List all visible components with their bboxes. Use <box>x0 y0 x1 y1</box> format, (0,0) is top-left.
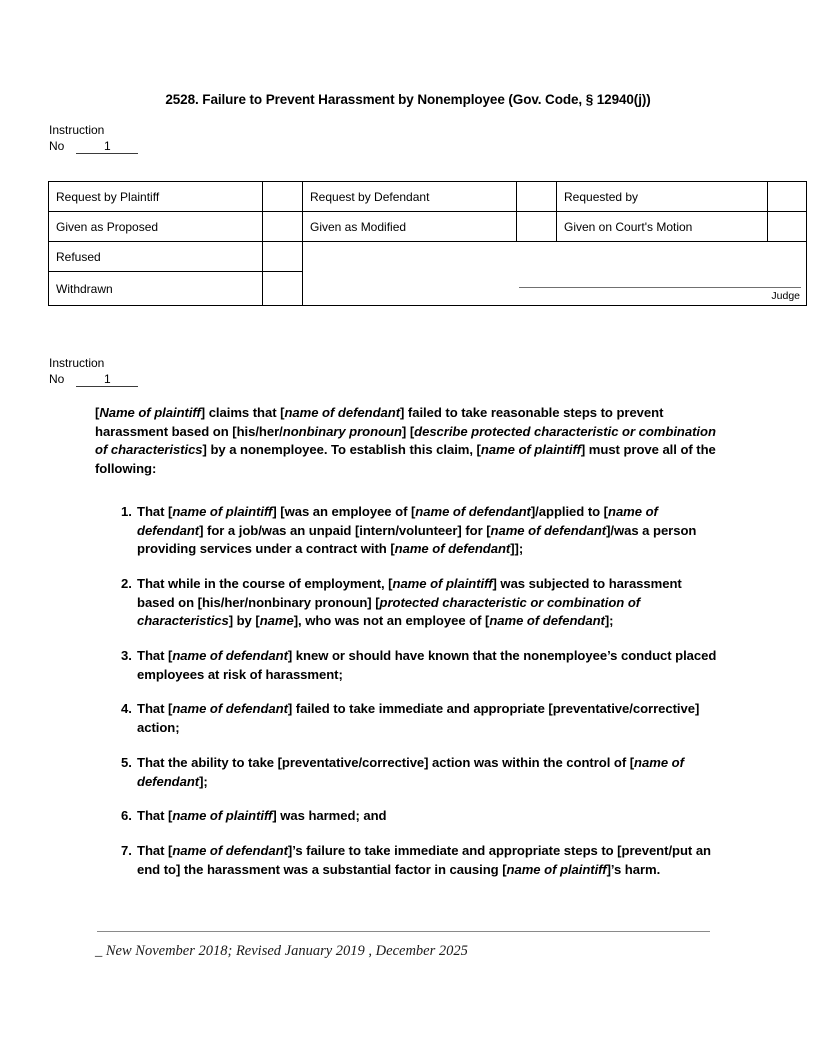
cell-request-by-defendant: Request by Defendant <box>303 182 517 212</box>
body-text: ] knew or should have known that the nonemployee’s conduct placed employees at risk of harassment; <box>137 648 717 682</box>
body-text: ] by [ <box>228 613 260 629</box>
claim-element-item <box>95 700 717 737</box>
table-row <box>49 242 807 272</box>
placeholder-text: name of defendant <box>284 405 401 420</box>
checkbox-request-by-plaintiff[interactable] <box>263 182 303 212</box>
body-text: ]’s failure to take immediate and appropriate steps to [prevent/put an end to] the harassment was a substantial factor in causing [ <box>137 842 712 877</box>
claim-element-number: 7. <box>121 842 132 858</box>
placeholder-text: name of defendant <box>172 842 288 858</box>
placeholder-text: name of defendant <box>172 648 288 664</box>
body-text: [ <box>95 405 100 420</box>
claim-element-item <box>95 754 717 791</box>
placeholder-text: name of plaintiff <box>392 575 493 591</box>
body-text: ] by a nonemployee. To establish this claim, [ <box>202 442 481 458</box>
checkbox-refused[interactable] <box>263 242 303 272</box>
placeholder-text: nonbinary pronoun <box>282 423 402 439</box>
cell-refused: Refused <box>49 242 263 272</box>
body-text: That while in the course of employment, [ <box>137 575 393 591</box>
instruction-label-top: Instruction <box>49 123 105 137</box>
placeholder-text: name of defendant <box>137 503 658 538</box>
cell-requested-by: Requested by <box>557 182 768 212</box>
table-row <box>49 212 807 242</box>
claim-element-item <box>95 842 717 879</box>
signature-block <box>519 287 801 302</box>
placeholder-text: name <box>259 613 294 629</box>
body-text: That the ability to take [preventative/corrective] action was within the control of [ <box>137 754 635 770</box>
table-row <box>49 182 807 212</box>
body-text: ] must prove all of the following: <box>95 442 716 477</box>
claim-element-number: 1. <box>121 503 132 519</box>
claim-element-item <box>95 575 717 631</box>
placeholder-text: name of plaintiff <box>480 442 581 458</box>
instruction-label-middle: Instruction <box>49 356 105 370</box>
revision-history: _ New November 2018; Revised January 2019 , December 2025 <box>95 943 468 959</box>
claim-element-item <box>95 807 717 826</box>
disposition-table <box>48 181 807 306</box>
body-text: ]/was a person providing services under a contract with [ <box>137 522 697 557</box>
instruction-no-label-middle: No <box>49 372 65 386</box>
claim-elements-list <box>95 503 717 880</box>
body-text: ] [was an employee of [ <box>272 503 416 519</box>
claim-element-text <box>137 842 717 879</box>
page-title: 2528. Failure to Prevent Harassment by Nonemployee (Gov. Code, § 12940(j)) <box>165 92 651 107</box>
checkbox-given-on-courts-motion[interactable] <box>768 212 807 242</box>
body-text: ] was harmed; and <box>272 808 387 824</box>
body-text: That [ <box>137 503 173 519</box>
checkbox-request-by-defendant[interactable] <box>517 182 557 212</box>
claim-element-number: 5. <box>121 754 132 770</box>
lead-paragraph <box>95 404 717 479</box>
checkbox-requested-by[interactable] <box>768 182 807 212</box>
checkbox-given-as-proposed[interactable] <box>263 212 303 242</box>
cell-withdrawn: Withdrawn <box>49 272 263 306</box>
body-text: ], who was not an employee of [ <box>293 613 490 629</box>
instruction-number-field-top[interactable]: 1 <box>76 139 138 154</box>
body-text: That [ <box>137 701 173 717</box>
body-text: ]; <box>199 773 208 789</box>
body-text: ] [ <box>401 423 415 439</box>
judge-signature-area <box>303 242 807 306</box>
claim-element-text <box>137 503 717 559</box>
signature-caption-judge: Judge <box>771 290 800 302</box>
body-text: That [ <box>137 842 173 858</box>
cell-request-by-plaintiff: Request by Plaintiff <box>49 182 263 212</box>
body-text: ]]; <box>510 541 524 557</box>
claim-element-text <box>137 575 717 631</box>
body-text: ] was subjected to harassment based on [his/her/nonbinary pronoun] [ <box>137 575 682 610</box>
signature-line[interactable] <box>519 287 801 289</box>
body-text: ] claims that [ <box>200 405 285 420</box>
placeholder-text: protected characteristic or combination of characteristics <box>137 594 641 629</box>
checkbox-given-as-modified[interactable] <box>517 212 557 242</box>
placeholder-text: Name of plaintiff <box>99 405 201 420</box>
instruction-number-block-top <box>49 123 138 154</box>
body-text: ]’s harm. <box>606 861 661 877</box>
claim-element-number: 3. <box>121 648 132 664</box>
claim-element-text <box>137 754 717 791</box>
checkbox-withdrawn[interactable] <box>263 272 303 306</box>
claim-element-text <box>137 807 717 826</box>
instruction-no-label-top: No <box>49 139 65 153</box>
cell-given-on-courts-motion: Given on Court's Motion <box>557 212 768 242</box>
placeholder-text: name of defendant <box>172 701 288 717</box>
placeholder-text: name of defendant <box>137 754 684 789</box>
footer-divider <box>97 931 710 932</box>
cell-given-as-proposed: Given as Proposed <box>49 212 263 242</box>
claim-element-text <box>137 647 717 684</box>
placeholder-text: name of defendant <box>415 503 531 519</box>
body-text: That [ <box>137 648 173 664</box>
claim-element-number: 2. <box>121 575 132 591</box>
body-text: ]; <box>604 613 614 629</box>
cell-given-as-modified: Given as Modified <box>303 212 517 242</box>
claim-element-item <box>95 647 717 684</box>
claim-element-item <box>95 503 717 559</box>
body-text: ] failed to take immediate and appropriate [preventative/corrective] action; <box>137 701 700 736</box>
body-text: ] for a job/was an unpaid [intern/volunteer] for [ <box>199 522 491 538</box>
placeholder-text: name of defendant <box>394 541 511 557</box>
placeholder-text: name of defendant <box>489 613 605 629</box>
body-text: That [ <box>137 808 173 824</box>
instruction-number-field-middle[interactable]: 1 <box>76 372 138 387</box>
placeholder-text: describe protected characteristic or combination of characteristics <box>95 423 716 458</box>
placeholder-text: name of plaintiff <box>172 503 273 519</box>
body-text: ]/applied to [ <box>530 503 608 519</box>
claim-element-number: 4. <box>121 701 132 717</box>
instruction-body <box>95 404 717 879</box>
placeholder-text: name of defendant <box>490 522 607 538</box>
instruction-number-block-middle <box>49 356 138 387</box>
claim-element-number: 6. <box>121 808 132 824</box>
claim-element-text <box>137 700 717 737</box>
placeholder-text: name of plaintiff <box>506 861 607 877</box>
placeholder-text: name of plaintiff <box>172 808 273 824</box>
body-text: ] failed to take reasonable steps to prevent harassment based on [his/her/ <box>95 405 664 439</box>
